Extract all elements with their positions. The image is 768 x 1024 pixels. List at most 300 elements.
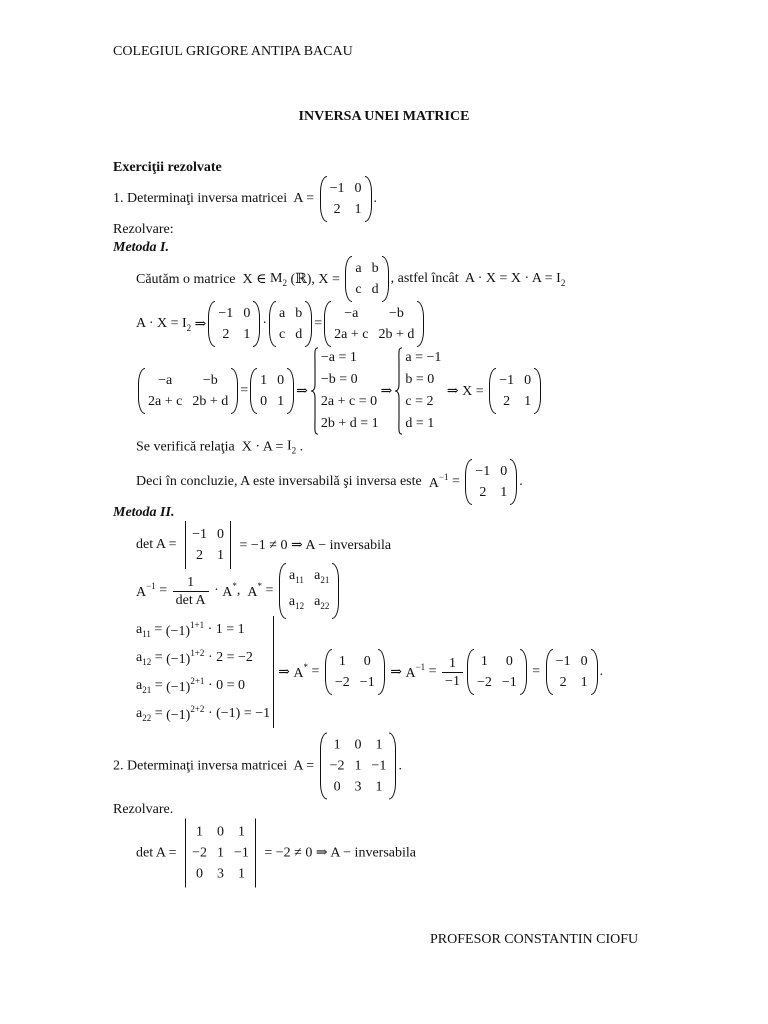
matrix-left-paren <box>250 368 257 414</box>
matrix <box>250 370 294 412</box>
matrix-cell <box>192 524 207 545</box>
matrix <box>320 178 372 220</box>
matrix-cell <box>148 391 182 412</box>
system-equation: d = 1 <box>405 416 435 431</box>
math-base: A <box>293 666 304 681</box>
matrix <box>279 565 339 617</box>
system-equation: a = −1 <box>405 350 442 365</box>
matrix-cell <box>499 391 514 412</box>
math-subscript: 2 <box>560 277 566 288</box>
formula-text: a <box>278 306 286 321</box>
cofactor-row <box>136 616 270 644</box>
formula-text: −1 <box>501 675 517 690</box>
math-term <box>429 472 449 492</box>
matrix-grid <box>189 524 227 566</box>
matrix-cell <box>243 324 250 345</box>
formula-text: −2 <box>192 845 207 861</box>
matrix-cell <box>260 370 267 391</box>
formula-text: 1 <box>524 394 532 409</box>
formula-text: −2 <box>329 758 345 774</box>
brace-path <box>395 348 402 434</box>
matrix-cell <box>372 735 387 756</box>
matrix-right-paren <box>378 649 385 695</box>
matrix-cell <box>330 178 345 199</box>
math-subscript: 22 <box>320 601 330 611</box>
formula-text: = <box>528 664 544 679</box>
formula-text: 1 <box>338 654 346 669</box>
math-term <box>166 704 204 724</box>
math-term <box>136 316 191 333</box>
formula-text: 0 <box>243 306 251 321</box>
formula-text: · 1 = 1 <box>204 622 245 637</box>
matrix-right-paren <box>287 368 294 414</box>
matrix-left-paren <box>489 368 496 414</box>
matrix-grid <box>474 651 520 693</box>
formula-text: 1 <box>500 485 508 500</box>
math-term <box>247 581 262 601</box>
matrix-cell <box>234 843 249 864</box>
matrix-cell <box>355 777 362 798</box>
matrix-cell <box>295 303 302 324</box>
matrix-cell <box>500 482 507 503</box>
method1-system-formula <box>136 347 543 435</box>
matrix <box>546 651 598 693</box>
matrix-cell <box>330 199 345 220</box>
matrix-cell <box>330 777 345 798</box>
formula-text: 0 <box>363 654 371 669</box>
math-base: A <box>428 476 439 491</box>
formula-text: 2 <box>222 327 230 342</box>
formula-text: −1 <box>371 758 387 774</box>
matrix <box>467 651 527 693</box>
formula-text: −a <box>158 373 173 388</box>
matrix-cell <box>192 843 207 864</box>
formula-text: ⇒ <box>386 664 406 680</box>
math-superscript: 2+2 <box>190 704 205 714</box>
matrix-grid <box>496 370 534 412</box>
matrix <box>138 370 238 412</box>
math-subscript: 11 <box>142 628 151 639</box>
system-equation: −b = 0 <box>320 372 358 387</box>
school-header: COLEGIUL GRIGORE ANTIPA BACAU <box>113 44 353 59</box>
matrix-grid <box>327 178 365 220</box>
matrix-cell <box>289 565 304 591</box>
matrix-cell <box>499 370 514 391</box>
math-base: a <box>136 677 143 693</box>
matrix <box>208 303 260 345</box>
formula-text: 0 <box>580 654 588 669</box>
determinant-right-bar <box>255 819 256 888</box>
formula-text: −1 <box>445 673 460 689</box>
math-term <box>405 662 425 682</box>
formula-text: = <box>151 650 167 665</box>
matrix-cell <box>475 482 490 503</box>
formula-text: 0 <box>260 394 268 409</box>
formula-text: Deci în concluzie, A este inversabilă şi inversa este <box>136 474 429 489</box>
math-term <box>136 678 151 695</box>
math-term <box>289 594 304 609</box>
math-term <box>136 706 151 723</box>
system-lines <box>319 347 379 435</box>
page-title: INVERSA UNEI MATRICE <box>298 109 470 124</box>
matrix-cell <box>355 735 362 756</box>
formula-text: 2b + d <box>192 394 229 409</box>
formula-text: 3 <box>354 779 362 795</box>
determinant <box>182 822 259 885</box>
matrix-grid <box>332 651 378 693</box>
formula-text: , <box>236 583 248 598</box>
matrix-cell <box>243 303 250 324</box>
cofactor-list <box>136 616 273 728</box>
matrix-cell <box>556 672 571 693</box>
determinant-left-bar <box>185 521 186 569</box>
formula-text: c <box>278 327 286 342</box>
math-term <box>136 650 151 667</box>
math-subscript: 21 <box>142 684 152 695</box>
formula-text: 0 <box>333 779 341 795</box>
formula-text: −1 <box>555 654 571 669</box>
formula-text: 0 <box>216 527 224 542</box>
math-base: (−1) <box>165 624 191 639</box>
math-superscript: −1 <box>438 472 449 482</box>
formula-text: 1 <box>375 737 383 753</box>
math-base: M <box>270 270 283 286</box>
math-term <box>289 568 304 583</box>
formula-text: 0 <box>354 737 362 753</box>
matrix-cell <box>217 545 224 566</box>
formula-text: −1 <box>359 675 375 690</box>
matrix-cell <box>279 324 285 345</box>
math-superscript: * <box>303 662 308 672</box>
method2-inverse-formula <box>136 565 341 617</box>
formula-text: = <box>307 664 323 679</box>
matrix-cell <box>335 672 350 693</box>
matrix <box>465 461 517 503</box>
matrix-left-paren <box>320 733 327 800</box>
formula-text: −1 <box>218 306 234 321</box>
matrix-right-paren <box>231 368 238 414</box>
matrix-right-paren <box>417 301 424 347</box>
matrix-cell <box>314 565 329 591</box>
formula-text: 0 <box>216 824 224 840</box>
matrix <box>345 258 388 300</box>
determinant-left-bar <box>185 819 186 888</box>
formula-text: 1 <box>216 548 224 563</box>
math-base: A <box>405 666 416 681</box>
matrix-cell <box>192 822 207 843</box>
math-base: (−1) <box>166 708 191 723</box>
matrix-left-paren <box>467 649 474 695</box>
formula-text: 1 <box>449 655 456 671</box>
matrix-cell <box>334 303 368 324</box>
matrix-cell <box>192 545 207 566</box>
formula-text: , astfel încât A · X = X · A = <box>390 271 557 286</box>
formula-text: . <box>373 191 378 206</box>
matrix-cell <box>234 864 249 885</box>
formula-text: 0 <box>354 181 362 196</box>
math-superscript: 2+1 <box>190 676 205 686</box>
matrix-cell <box>217 864 224 885</box>
formula-text: −1 <box>499 373 515 388</box>
matrix-right-paren <box>389 733 396 800</box>
matrix-cell <box>355 756 362 777</box>
formula-text: 1 <box>580 675 588 690</box>
formula-text: 0 <box>505 654 513 669</box>
math-base: a <box>314 594 321 609</box>
fraction-numerator <box>184 574 197 591</box>
matrix-cell <box>192 864 207 885</box>
matrix-left-paren <box>208 301 215 347</box>
math-term <box>136 622 151 639</box>
math-term <box>270 271 287 288</box>
matrix-cell <box>372 777 387 798</box>
matrix-right-paren <box>365 176 372 222</box>
matrix-left-paren <box>320 176 327 222</box>
formula-text: = <box>150 622 166 637</box>
system-equation: −a = 1 <box>320 350 357 365</box>
math-superscript: * <box>257 581 262 591</box>
system-equation: c = 2 <box>405 394 434 409</box>
cofactor-row <box>136 644 270 672</box>
formula-text: −2 <box>334 675 350 690</box>
matrix-cell <box>502 651 517 672</box>
formula-text: d <box>295 327 303 342</box>
formula-text: = <box>155 583 171 598</box>
formula-text: 1 <box>243 327 251 342</box>
formula-text: = <box>151 678 167 693</box>
exercise2-prompt <box>113 735 402 798</box>
method1-product-formula <box>136 303 426 345</box>
matrix-cell <box>524 391 531 412</box>
formula-text: −b <box>388 306 404 321</box>
matrix-right-paren <box>534 368 541 414</box>
matrix-cell <box>279 303 285 324</box>
formula-text: . <box>398 758 402 773</box>
matrix-grid <box>215 303 253 345</box>
math-base: a <box>136 621 143 637</box>
math-term <box>314 594 329 609</box>
brace-icon <box>310 347 319 435</box>
matrix-left-paren <box>269 301 276 347</box>
math-term <box>166 620 204 640</box>
math-term <box>293 662 308 682</box>
math-term <box>314 568 329 583</box>
formula-text: 2. Determinaţi inversa matricei A = <box>113 758 318 773</box>
formula-text: −2 <box>476 675 492 690</box>
formula-text: 2 <box>559 675 567 690</box>
matrix-cell <box>234 822 249 843</box>
matrix-cell <box>330 735 345 756</box>
formula-text: −1 <box>329 181 345 196</box>
formula-text: 0 <box>500 464 508 479</box>
matrix-cell <box>217 822 224 843</box>
math-subscript: 2 <box>282 277 287 288</box>
formula-text: 2a + c <box>334 327 369 342</box>
math-term <box>222 581 237 601</box>
formula-text: = −2 ≠ 0 ⇒ A − inversabila <box>260 845 416 861</box>
matrix-cell <box>475 461 490 482</box>
formula-text: 2 <box>333 202 341 217</box>
matrix-grid <box>189 822 252 885</box>
matrix <box>324 303 424 345</box>
math-base: A <box>136 585 147 600</box>
math-base: A <box>222 585 233 600</box>
math-superscript: * <box>232 581 237 591</box>
system-equation: b = 0 <box>405 372 435 387</box>
matrix-cell <box>355 178 362 199</box>
matrix-grid <box>352 258 381 300</box>
matrix-cell <box>378 324 414 345</box>
formula-text: 2a + c <box>148 394 183 409</box>
exercise1-solution-label: Rezolvare: <box>113 222 174 237</box>
formula-text: −1 <box>475 464 491 479</box>
formula-text: b <box>371 261 379 276</box>
math-base: a <box>136 705 143 721</box>
matrix-cell <box>277 370 284 391</box>
matrix-cell <box>355 199 362 220</box>
math-superscript: −1 <box>146 581 156 591</box>
math-base: (−1) <box>166 652 191 667</box>
math-subscript: 12 <box>142 656 152 667</box>
formula-text: b <box>295 306 303 321</box>
formula-text: a <box>355 261 362 276</box>
fraction-numerator <box>446 655 459 672</box>
formula-text: (ℝ), X = <box>286 271 344 287</box>
formula-text: 0 <box>196 866 204 882</box>
matrix-grid <box>276 303 305 345</box>
fraction-denominator <box>173 591 209 609</box>
method2-determinant-formula <box>136 524 391 566</box>
matrix-cell <box>378 303 414 324</box>
matrix-cell <box>360 651 375 672</box>
matrix-right-paren <box>382 256 389 302</box>
matrix <box>320 735 397 798</box>
formula-text: 2b + d <box>378 327 415 342</box>
matrix-right-paren <box>591 649 598 695</box>
matrix-left-paren <box>546 649 553 695</box>
math-base: (−1) <box>166 680 191 695</box>
math-subscript: 22 <box>142 712 152 723</box>
matrix-cell <box>581 672 588 693</box>
formula-text: = −1 ≠ 0 ⇒ A − inversabila <box>235 537 392 553</box>
math-term <box>166 676 204 696</box>
method1-search-formula <box>136 258 565 300</box>
matrix-right-paren <box>253 301 260 347</box>
brace-icon <box>394 347 403 435</box>
formula-text: c <box>355 282 362 297</box>
matrix-cell <box>330 756 345 777</box>
formula-text: 1 <box>260 373 268 388</box>
determinant <box>182 524 234 566</box>
formula-text: · (−1) = −1 <box>204 706 271 721</box>
formula-text: 1 <box>196 824 204 840</box>
method1-conclusion-formula <box>136 461 523 503</box>
formula-text: = <box>151 706 167 721</box>
matrix-cell <box>217 524 224 545</box>
math-base: A <box>247 585 258 600</box>
matrix-cell <box>372 258 379 279</box>
math-term <box>287 439 296 456</box>
formula-text: · <box>262 316 267 331</box>
formula-text: d <box>371 282 379 297</box>
matrix-grid <box>472 461 510 503</box>
formula-text: −b <box>202 373 218 388</box>
matrix-right-paren <box>332 563 339 619</box>
formula-text: det A = <box>136 537 181 552</box>
fraction <box>442 655 463 690</box>
exercise1-prompt <box>113 178 377 220</box>
matrix-cell <box>277 391 284 412</box>
matrix-left-paren <box>324 301 331 347</box>
formula-text: = <box>425 664 441 679</box>
system-equation: 2a + c = 0 <box>320 394 378 409</box>
matrix-cell <box>524 370 531 391</box>
matrix-cell <box>502 672 517 693</box>
matrix-grid <box>327 735 390 798</box>
matrix <box>489 370 541 412</box>
system-equation: 2b + d = 1 <box>320 416 379 431</box>
formula-text: 2 <box>503 394 511 409</box>
cofactor-row <box>136 672 270 700</box>
matrix-cell <box>217 843 224 864</box>
math-base: I <box>286 438 292 454</box>
formula-text: · <box>210 583 223 598</box>
formula-text: 0 <box>277 373 285 388</box>
formula-text: 2 <box>479 485 487 500</box>
formula-text: 1 <box>333 737 341 753</box>
fraction-denominator <box>442 672 463 690</box>
formula-text: 1 <box>187 574 195 590</box>
formula-text: 0 <box>524 373 532 388</box>
formula-text: . <box>599 664 604 679</box>
matrix-cell <box>334 324 368 345</box>
matrix-left-paren <box>345 256 352 302</box>
matrix-cell <box>192 391 228 412</box>
determinant-right-bar <box>230 521 231 569</box>
matrix-right-paren <box>510 459 517 505</box>
formula-text: = <box>448 474 464 489</box>
cofactor-result-formula <box>274 616 603 728</box>
math-base: a <box>136 649 143 665</box>
formula-text: = <box>240 383 249 398</box>
matrix-cell <box>477 651 492 672</box>
formula-text: 1 <box>237 866 245 882</box>
math-subscript: 11 <box>295 575 304 585</box>
matrix-grid <box>257 370 287 412</box>
matrix-left-paren <box>465 459 472 505</box>
matrix-cell <box>260 391 267 412</box>
formula-text: = <box>261 583 277 598</box>
matrix-cell <box>355 279 361 300</box>
exercise2-determinant-formula <box>136 822 416 885</box>
formula-text: 1 <box>480 654 488 669</box>
author-footer: PROFESOR CONSTANTIN CIOFU <box>430 932 639 947</box>
matrix-cell <box>360 672 375 693</box>
matrix-cell <box>192 370 228 391</box>
formula-text: ⇒ <box>278 664 294 680</box>
math-superscript: 1+1 <box>190 620 205 630</box>
matrix <box>269 303 312 345</box>
matrix-cell <box>218 324 233 345</box>
formula-text: −a <box>344 306 359 321</box>
formula-text: . <box>519 474 523 489</box>
matrix-cell <box>289 591 304 617</box>
matrix-cell <box>372 279 379 300</box>
method1-label: Metoda I. <box>113 240 169 255</box>
formula-text: 1 <box>354 758 362 774</box>
math-base: a <box>288 594 296 609</box>
formula-text: ⇒ X = <box>443 383 488 399</box>
